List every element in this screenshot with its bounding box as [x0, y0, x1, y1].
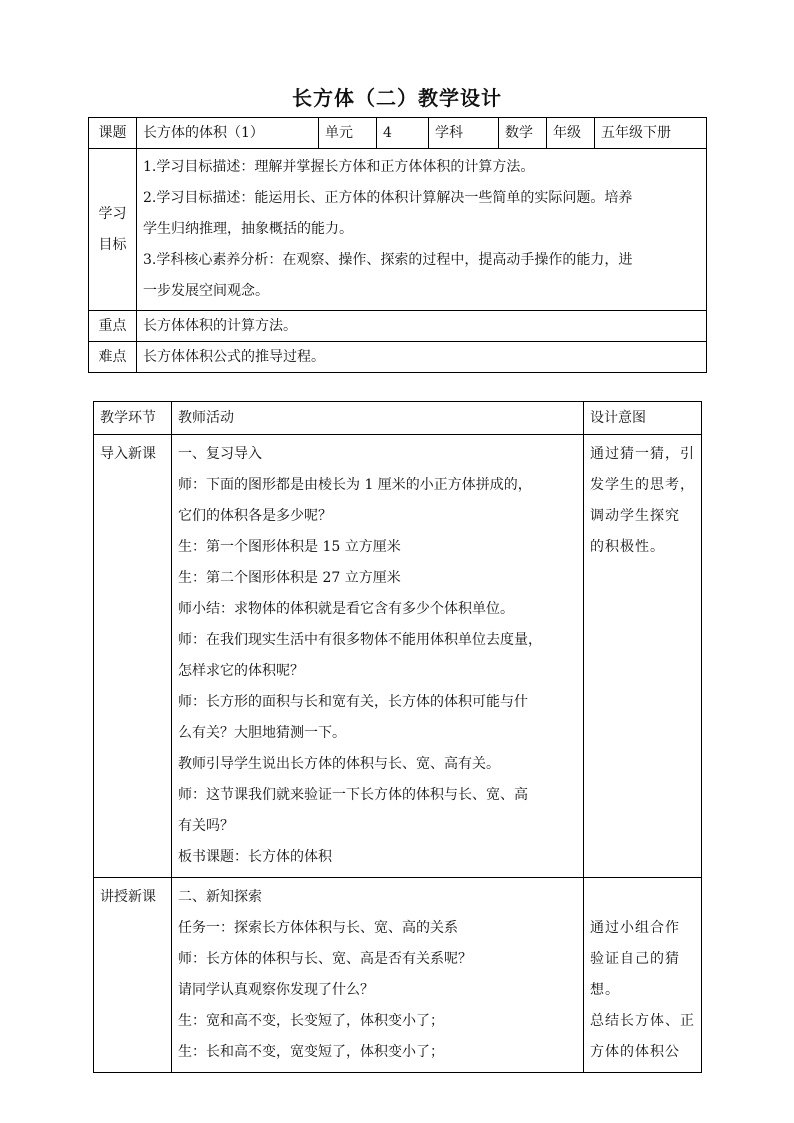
topic-label: 课题 [89, 118, 137, 149]
design-line: 发学生的思考， [590, 477, 695, 493]
topic-row [89, 118, 707, 149]
stage-cell: 讲授新课 [94, 878, 172, 1073]
design-line: 验证自己的猜 [590, 951, 680, 967]
activity-line: 师小结：求物体的体积就是看它含有多少个体积单位。 [178, 601, 514, 617]
unit-value: 4 [377, 118, 429, 149]
activity-cell [172, 435, 584, 878]
activity-line: 它们的体积各是多少呢？ [178, 508, 332, 524]
unit-label: 单元 [319, 118, 377, 149]
activity-line: 二、新知探索 [178, 889, 262, 905]
activity-line: 生：宽和高不变，长变短了，体积变小了； [178, 1013, 444, 1029]
grade-label: 年级 [547, 118, 595, 149]
header-stage: 教学环节 [94, 402, 172, 435]
activity-line: 生：长和高不变，宽变短了，体积变小了； [178, 1044, 444, 1060]
subject-label: 学科 [429, 118, 499, 149]
design-line: 方体的体积公 [590, 1044, 680, 1060]
subject-value: 数学 [499, 118, 547, 149]
plan-header-row [94, 402, 702, 435]
teaching-plan-table [93, 401, 702, 1073]
header-design: 设计意图 [584, 402, 702, 435]
activity-line: 师：下面的图形都是由棱长为 1 厘米的小正方体拼成的， [178, 477, 532, 493]
design-line: 总结长方体、正 [590, 1013, 695, 1029]
objective-line: 3.学科核心素养分析：在观察、操作、探索的过程中，提高动手操作的能力，进 [143, 252, 633, 268]
key-point-value: 长方体体积的计算方法。 [137, 311, 707, 342]
activity-line: 师：在我们现实生活中有很多物体不能用体积单位去度量， [178, 632, 542, 648]
objectives-label [89, 149, 137, 311]
design-line: 想。 [590, 982, 620, 998]
objectives-row [89, 149, 707, 311]
topic-value: 长方体的体积（1） [137, 118, 319, 149]
objective-line: 1.学习目标描述：理解并掌握长方体和正方体体积的计算方法。 [143, 159, 535, 175]
header-activity: 教师活动 [172, 402, 584, 435]
activity-line: 有关吗？ [178, 818, 234, 834]
activity-cell [172, 878, 584, 1073]
key-point-label: 重点 [89, 311, 137, 342]
difficulty-label: 难点 [89, 342, 137, 373]
difficulty-row [89, 342, 707, 373]
activity-line: 师：长方体的体积与长、宽、高是否有关系呢？ [178, 951, 472, 967]
stage-cell: 导入新课 [94, 435, 172, 878]
activity-line: 请同学认真观察你发现了什么？ [178, 982, 374, 998]
activity-line: 教师引导学生说出长方体的体积与长、宽、高有关。 [178, 756, 500, 772]
design-line: 调动学生探究 [590, 508, 680, 524]
activity-line: 任务一：探索长方体体积与长、宽、高的关系 [178, 920, 458, 936]
design-line: 通过小组合作 [590, 920, 680, 936]
design-line: 的积极性。 [590, 539, 665, 555]
lesson-info-table [88, 117, 707, 373]
objectives-content [137, 149, 707, 311]
design-line [590, 882, 695, 913]
objectives-label-line: 学习 [98, 205, 127, 222]
design-cell [584, 435, 702, 878]
difficulty-value: 长方体体积公式的推导过程。 [137, 342, 707, 373]
objectives-label-line: 目标 [98, 236, 127, 253]
objective-line: 一步发展空间观念。 [143, 283, 269, 299]
activity-line: 么有关？大胆地猜测一下。 [178, 725, 346, 741]
grade-value: 五年级下册 [595, 118, 707, 149]
activity-line: 生：第一个图形体积是 15 立方厘米 [178, 539, 401, 555]
activity-line: 师：这节课我们就来验证一下长方体的体积与长、宽、高 [178, 787, 528, 803]
activity-line: 师：长方形的面积与长和宽有关，长方体的体积可能与什 [178, 694, 528, 710]
activity-line: 生：第二个图形体积是 27 立方厘米 [178, 570, 401, 586]
design-line: 通过猜一猜，引 [590, 446, 695, 462]
activity-line: 板书课题：长方体的体积 [178, 849, 332, 865]
objective-line: 2.学习目标描述：能运用长、正方体的体积计算解决一些简单的实际问题。培养 [143, 190, 633, 206]
plan-row-new-lesson [94, 878, 702, 1073]
objective-line: 学生归纳推理，抽象概括的能力。 [143, 221, 353, 237]
plan-row-intro [94, 435, 702, 878]
design-cell [584, 878, 702, 1073]
document-title: 长方体（二）教学设计 [292, 86, 502, 110]
activity-line: 怎样求它的体积呢？ [178, 663, 304, 679]
activity-line: 一、复习导入 [178, 446, 262, 462]
key-point-row [89, 311, 707, 342]
